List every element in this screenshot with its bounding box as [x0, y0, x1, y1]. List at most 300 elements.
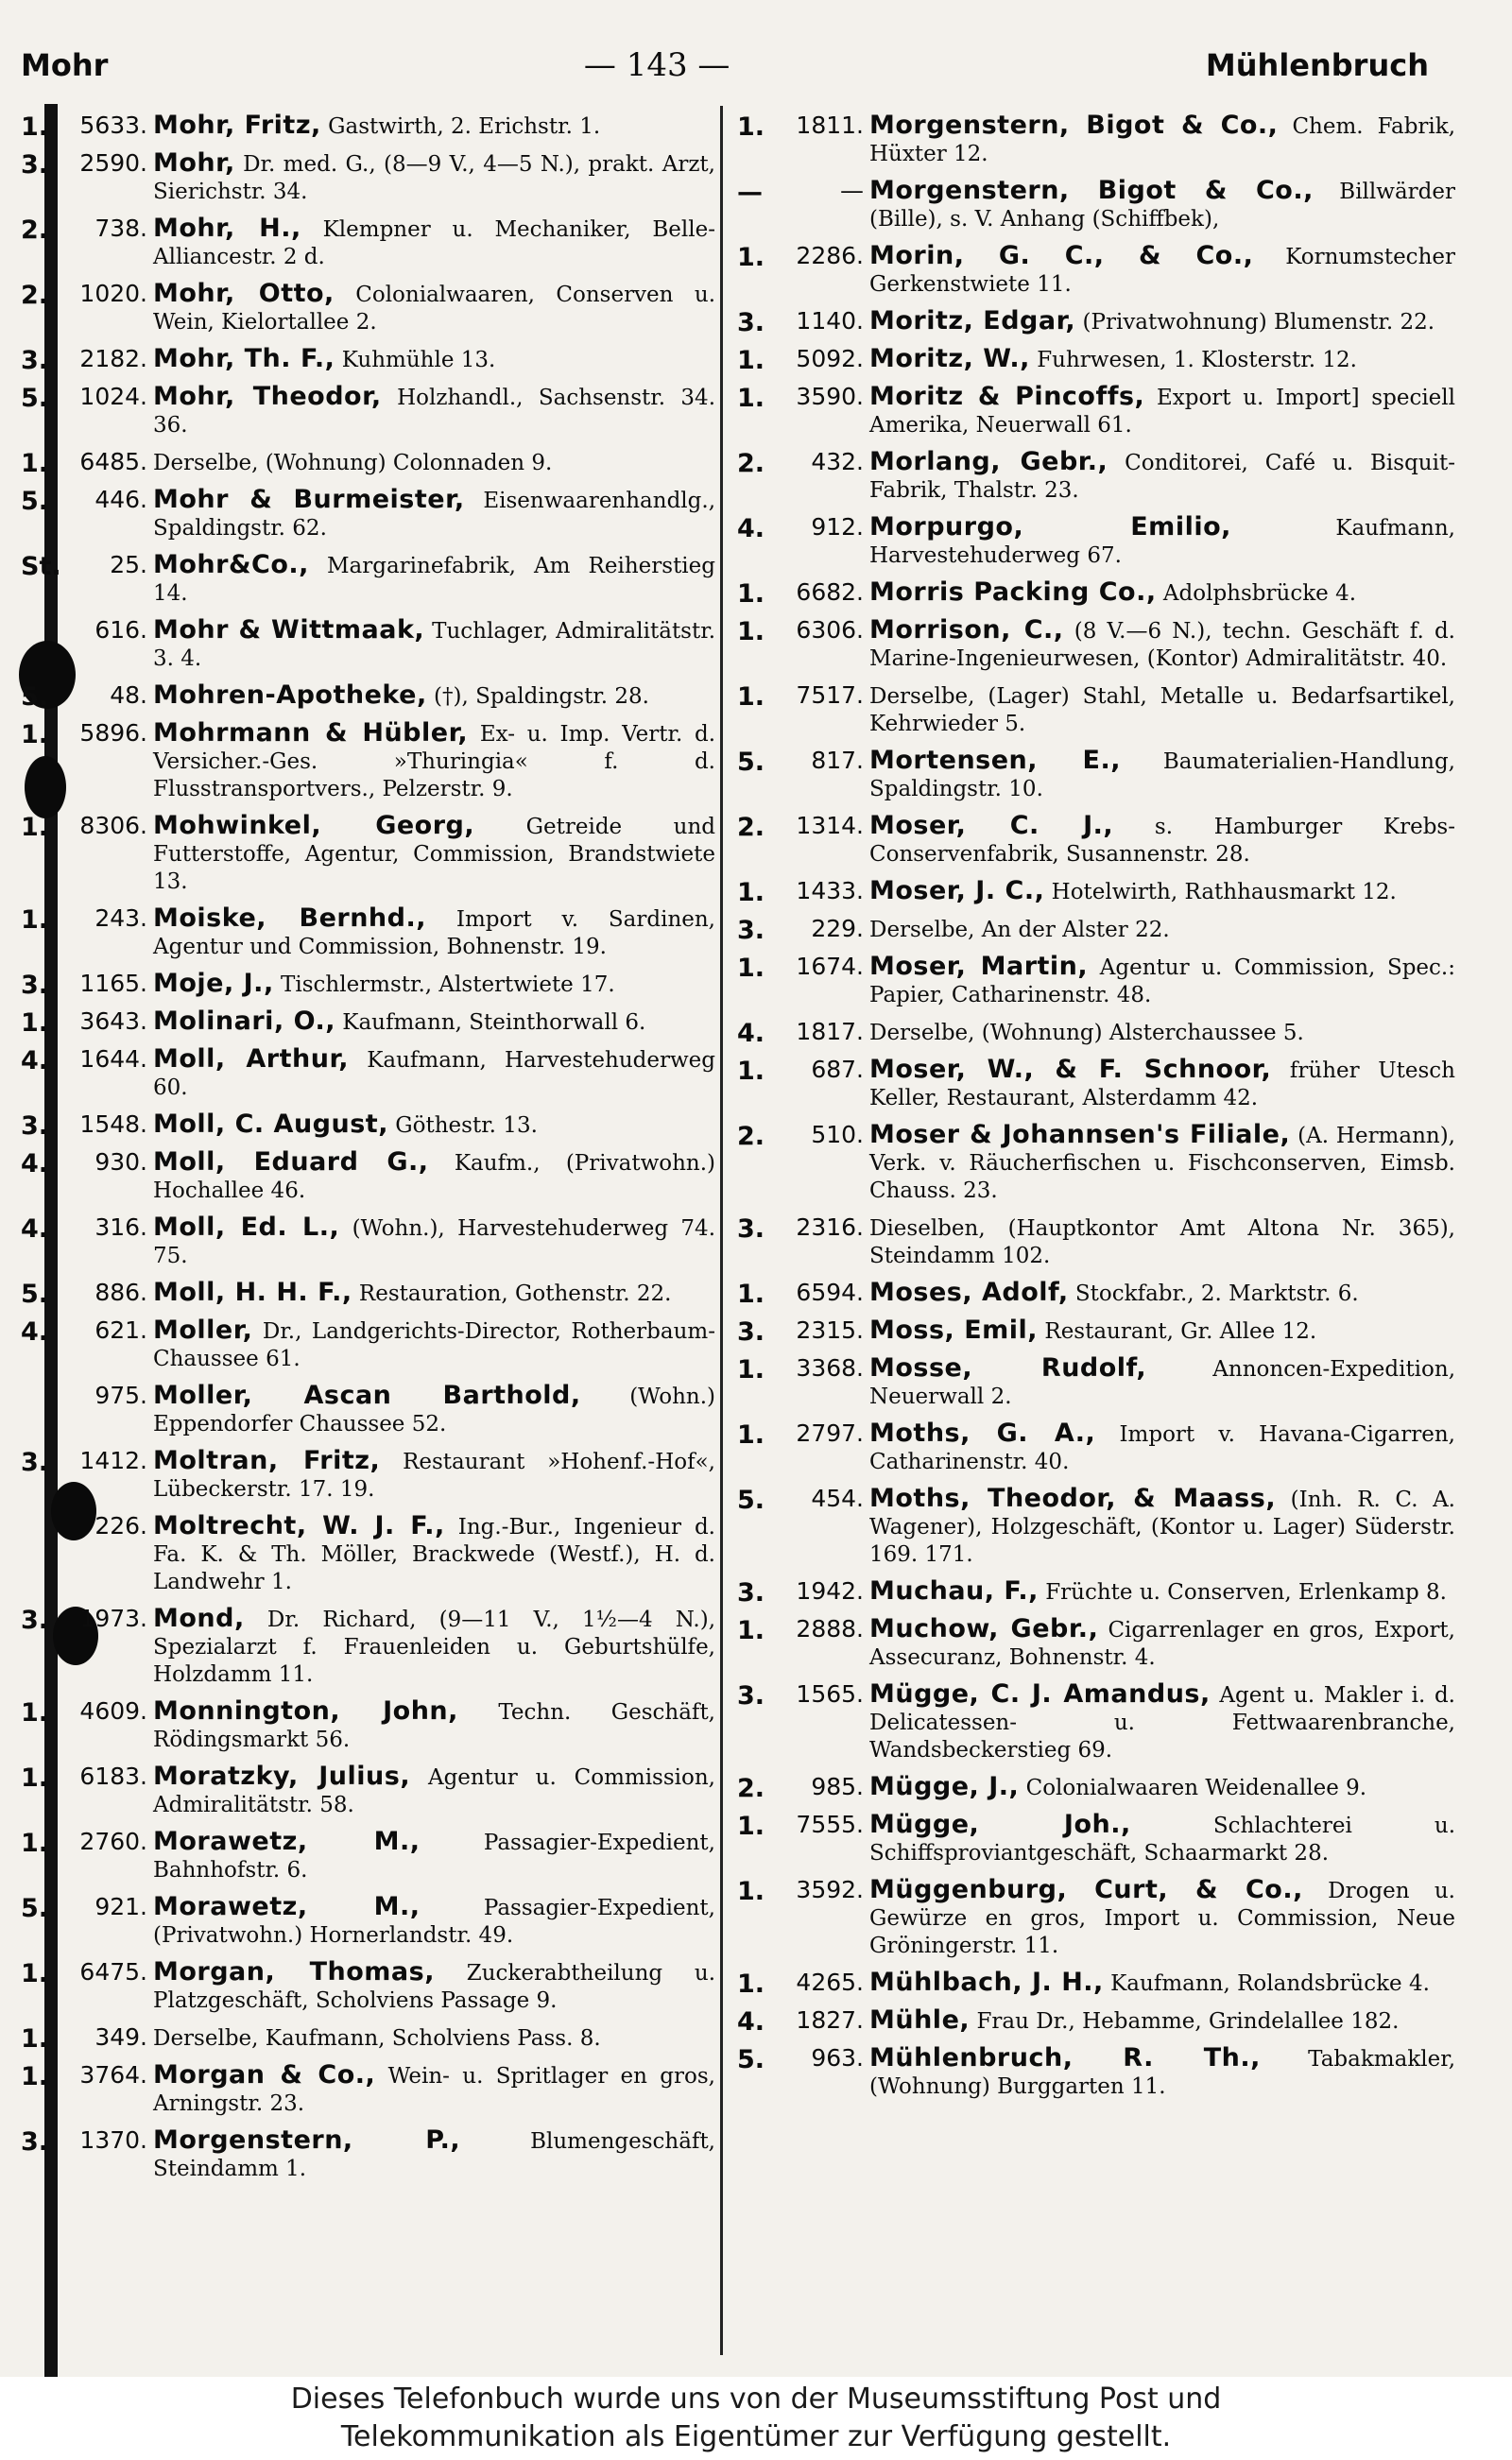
- entry-name: Mohr, Theodor,: [153, 382, 382, 411]
- directory-entry: [21, 280, 715, 336]
- entry-phone-number: 921.: [94, 1893, 147, 1920]
- directory-entry: [21, 1382, 715, 1438]
- entry-phone-number: 1827.: [796, 2006, 864, 2034]
- directory-entry: [737, 877, 1455, 906]
- entry-class: 4.: [737, 2007, 765, 2037]
- directory-entry: [21, 2061, 715, 2118]
- entry-class: 1.: [737, 954, 765, 983]
- entry-name: Muchau, F.,: [869, 1576, 1039, 1606]
- entry-phone-number: 1548.: [79, 1110, 147, 1138]
- entry-class: 3.: [737, 916, 765, 945]
- entry-phone-number: 510.: [811, 1121, 864, 1148]
- entry-phone-number: 2888.: [796, 1615, 864, 1643]
- directory-entry: [737, 1056, 1455, 1112]
- footer-line-1: Dieses Telefonbuch wurde uns von der Museumsstiftung Post und: [290, 2383, 1222, 2416]
- entry-class: 3.: [737, 1317, 765, 1347]
- entry-detail: Klempner u. Mechaniker, Belle-Alliancestr. 2 d.: [153, 217, 715, 269]
- entry-class: 1.: [737, 579, 765, 609]
- entry-class: 5.: [21, 1280, 49, 1309]
- directory-entry: [21, 1697, 715, 1754]
- directory-entry: [737, 112, 1455, 168]
- entry-phone-number: 1674.: [796, 953, 864, 980]
- entry-name: Mohr & Wittmaak,: [153, 615, 425, 645]
- directory-entry: [737, 747, 1455, 803]
- entry-detail: Kaufm., (Privatwohn.) Hochallee 46.: [153, 1151, 716, 1203]
- entry-class: 1.: [737, 243, 765, 272]
- entry-phone-number: 2315.: [796, 1316, 864, 1344]
- entry-class: St.: [21, 552, 61, 581]
- entry-class: 5.: [737, 1486, 765, 1515]
- entry-name: Moritz, W.,: [869, 344, 1030, 373]
- entry-class: 3.: [21, 2127, 49, 2157]
- directory-entry: [21, 1148, 715, 1205]
- column-divider: [720, 106, 723, 2355]
- entry-class: 5.: [737, 2045, 765, 2074]
- entry-name: Moll, C. August,: [153, 1110, 388, 1139]
- entry-class: 2.: [737, 1122, 765, 1151]
- entry-name: Moses, Adolf,: [869, 1278, 1069, 1307]
- header-right-keyword: Mühlenbruch: [1205, 47, 1429, 83]
- directory-entry: [737, 1121, 1455, 1205]
- directory-entry: [737, 1577, 1455, 1607]
- entry-detail: Billwärder (Bille), s. V. Anhang (Schiffbek),: [869, 180, 1455, 232]
- entry-detail: Export u. Import] speciell Amerika, Neuerwall 61.: [869, 386, 1456, 438]
- entry-phone-number: 2286.: [796, 242, 864, 269]
- directory-entry: [21, 681, 715, 711]
- entry-detail: Adolphsbrücke 4.: [1162, 581, 1357, 606]
- entry-name: Mügge, J.,: [869, 1772, 1020, 1801]
- directory-entry: [737, 812, 1455, 869]
- entry-phone-number: 5896.: [79, 719, 147, 747]
- entry-phone-number: 6475.: [79, 1958, 147, 1986]
- entry-class: 1.: [737, 112, 765, 142]
- entry-detail: Drogen u. Gewürze en gros, Import u. Commission, Neue Gröningerstr. 11.: [869, 1879, 1455, 1958]
- directory-entry: [737, 1354, 1455, 1411]
- entry-name: Mortensen, E.,: [869, 746, 1121, 775]
- entry-phone-number: 349.: [94, 2023, 147, 2051]
- entry-detail: Derselbe, (Wohnung) Alsterchaussee 5.: [869, 1021, 1304, 1045]
- header-left-keyword: Mohr: [21, 47, 109, 83]
- entry-class: 1.: [737, 1970, 765, 1999]
- directory-entry: [737, 2006, 1455, 2036]
- entry-class: 3.: [21, 1606, 49, 1635]
- entry-name: Müggenburg, Curt, & Co.,: [869, 1875, 1303, 1904]
- entry-class: 2.: [21, 215, 49, 245]
- entry-phone-number: 930.: [94, 1148, 147, 1176]
- entry-class: 5.: [737, 748, 765, 777]
- entry-name: Mohr, Fritz,: [153, 111, 321, 140]
- page-number: — 143 —: [583, 46, 730, 84]
- directory-entry: [737, 1419, 1455, 1476]
- directory-entry: [21, 1447, 715, 1504]
- entry-class: 5.: [21, 384, 49, 413]
- entry-detail: Tuchlager, Admiralitätstr. 3. 4.: [153, 619, 716, 671]
- entry-name: Monnington, John,: [153, 1696, 458, 1726]
- entry-phone-number: 6594.: [796, 1279, 864, 1306]
- entry-phone-number: 4609.: [79, 1697, 147, 1725]
- entry-name: Mohren-Apotheke,: [153, 680, 427, 710]
- entry-class: 3.: [21, 1448, 49, 1477]
- entry-name: Morgenstern, Bigot & Co.,: [869, 111, 1279, 140]
- entry-class: 1.: [737, 346, 765, 375]
- directory-entry: [737, 616, 1455, 673]
- entry-class: 1.: [21, 720, 49, 749]
- entry-name: Moiske, Bernhd.,: [153, 903, 426, 933]
- entry-phone-number: 3368.: [796, 1354, 864, 1382]
- entry-class: 1.: [737, 878, 765, 907]
- entry-class: 2.: [737, 1774, 765, 1803]
- entry-phone-number: 4265.: [796, 1969, 864, 1996]
- entry-class: 4.: [21, 1046, 49, 1075]
- directory-entry: [21, 1893, 715, 1950]
- entry-class: 4.: [21, 1214, 49, 1244]
- entry-name: Mühlbach, J. H.,: [869, 1968, 1104, 1997]
- directory-entry: [21, 1279, 715, 1308]
- directory-entry: [21, 1213, 715, 1270]
- entry-class: 5.: [21, 1894, 49, 1923]
- entry-phone-number: 432.: [811, 448, 864, 475]
- right-column: [737, 112, 1455, 2109]
- entry-class: 1.: [21, 1698, 49, 1728]
- directory-entry: [21, 448, 715, 477]
- entry-phone-number: 2797.: [796, 1419, 864, 1447]
- entry-phone-number: 616.: [94, 616, 147, 644]
- directory-entry: [737, 345, 1455, 374]
- entry-phone-number: 1165.: [79, 970, 147, 997]
- entry-name: Muchow, Gebr.,: [869, 1614, 1099, 1643]
- directory-entry: [21, 616, 715, 673]
- left-column: [21, 112, 715, 2192]
- entry-phone-number: 1811.: [796, 112, 864, 139]
- directory-entry: [21, 345, 715, 374]
- entry-name: Mohr, H.,: [153, 214, 301, 243]
- directory-entry: [21, 2126, 715, 2183]
- entry-detail: Kornumstecher Gerkenstwiete 11.: [869, 245, 1455, 297]
- entry-phone-number: 975.: [94, 1382, 147, 1409]
- entry-name: Morris Packing Co.,: [869, 577, 1157, 607]
- directory-entry: [737, 242, 1455, 299]
- entry-phone-number: 2590.: [79, 149, 147, 177]
- entry-phone-number: 886.: [94, 1279, 147, 1306]
- entry-phone-number: 963.: [811, 2044, 864, 2072]
- directory-entry: [737, 578, 1455, 608]
- entry-name: Mügge, C. J. Amandus,: [869, 1679, 1211, 1709]
- entry-phone-number: 1314.: [796, 812, 864, 839]
- entry-name: Morlang, Gebr.,: [869, 447, 1108, 476]
- entry-detail: Passagier-Expedient, (Privatwohn.) Hornerlandstr. 49.: [153, 1896, 715, 1948]
- directory-entry: [21, 1045, 715, 1102]
- directory-entry: [21, 1763, 715, 1819]
- entry-phone-number: 2760.: [79, 1828, 147, 1855]
- entry-name: Morawetz, M.,: [153, 1827, 421, 1856]
- directory-entry: [21, 112, 715, 141]
- entry-phone-number: 229.: [811, 915, 864, 942]
- directory-entry: [21, 1605, 715, 1689]
- entry-detail: Kaufmann, Rolandsbrücke 4.: [1110, 1971, 1430, 1996]
- entry-class: 3.: [737, 308, 765, 337]
- entry-name: Moths, Theodor, & Maass,: [869, 1484, 1277, 1513]
- entry-name: Mohr, Otto,: [153, 279, 335, 308]
- entry-detail: Dr., Landgerichts-Director, Rotherbaum-Chaussee 61.: [153, 1319, 715, 1371]
- directory-entry: [21, 719, 715, 803]
- entry-class: 1.: [21, 2062, 49, 2091]
- directory-entry: [21, 215, 715, 271]
- entry-class: 3.: [21, 346, 49, 375]
- entry-phone-number: 6682.: [796, 578, 864, 606]
- entry-name: Moller,: [153, 1316, 253, 1345]
- entry-class: 5.: [21, 682, 49, 712]
- directory-entry: [737, 307, 1455, 336]
- directory-entry: [21, 1512, 715, 1596]
- directory-entry: [737, 1773, 1455, 1802]
- entry-detail: (Wohn.), Harvestehuderweg 74. 75.: [153, 1216, 715, 1268]
- directory-entry: [21, 1958, 715, 2015]
- entry-phone-number: 1433.: [796, 877, 864, 904]
- entry-class: 4.: [737, 1019, 765, 1048]
- entry-name: Morawetz, M.,: [153, 1892, 421, 1921]
- entry-class: 2.: [21, 281, 49, 310]
- entry-phone-number: 985.: [811, 1773, 864, 1800]
- entry-name: Mügge, Joh.,: [869, 1810, 1131, 1839]
- entry-phone-number: 3590.: [796, 383, 864, 410]
- directory-entry: [21, 2023, 715, 2053]
- directory-entry: [737, 383, 1455, 439]
- entry-detail: Getreide und Futterstoffe, Agentur, Commission, Brandstwiete 13.: [153, 815, 715, 894]
- entry-detail: Restaurant, Gr. Allee 12.: [1044, 1319, 1317, 1344]
- entry-class: —: [737, 178, 763, 207]
- entry-phone-number: 6485.: [79, 448, 147, 475]
- entry-detail: Zuckerabtheilung u. Platzgeschäft, Scholviens Passage 9.: [153, 1961, 716, 2013]
- entry-name: Mohr, Th. F.,: [153, 344, 335, 373]
- entry-detail: Dr. med. G., (8—9 V., 4—5 N.), prakt. Arzt, Sierichstr. 34.: [153, 152, 715, 204]
- entry-detail: Agentur u. Commission, Admiralitätstr. 58.: [153, 1765, 715, 1817]
- entry-class: 1.: [21, 449, 49, 478]
- entry-detail: (Privatwohnung) Blumenstr. 22.: [1082, 310, 1435, 335]
- entry-name: Morin, G. C., & Co.,: [869, 241, 1254, 270]
- directory-entry: [737, 2044, 1455, 2101]
- footer-notice: [0, 2377, 1512, 2460]
- entry-phone-number: 316.: [94, 1213, 147, 1241]
- entry-name: Moll, Arthur,: [153, 1044, 350, 1074]
- entry-detail: Schlachterei u. Schiffsproviantgeschäft, Schaarmarkt 28.: [869, 1814, 1456, 1866]
- entry-class: 2.: [737, 449, 765, 478]
- entry-detail: Conditorei, Café u. Bisquit-Fabrik, Thalstr. 23.: [869, 451, 1455, 503]
- entry-phone-number: 226.: [94, 1512, 147, 1540]
- entry-class: 1.: [21, 1829, 49, 1858]
- entry-detail: Derselbe, Kaufmann, Scholviens Pass. 8.: [153, 2026, 601, 2051]
- footer-line-2: Telekommunikation als Eigentümer zur Verfügung gestellt.: [340, 2420, 1172, 2453]
- entry-detail: Blumengeschäft, Steindamm 1.: [153, 2129, 715, 2181]
- entry-detail: Tabakmakler, (Wohnung) Burggarten 11.: [869, 2047, 1456, 2099]
- entry-detail: Cigarrenlager en gros, Export, Assecuranz, Bohnenstr. 4.: [869, 1618, 1455, 1670]
- entry-name: Morgenstern, Bigot & Co.,: [869, 176, 1314, 205]
- entry-name: Morpurgo, Emilio,: [869, 512, 1231, 542]
- entry-name: Moritz & Pincoffs,: [869, 382, 1145, 411]
- entry-detail: s. Hamburger Krebs-Conservenfabrik, Susannenstr. 28.: [869, 815, 1455, 867]
- entry-class: 1.: [737, 1355, 765, 1385]
- directory-entry: [21, 1110, 715, 1140]
- entry-detail: Frau Dr., Hebamme, Grindelallee 182.: [976, 2009, 1400, 2034]
- entry-name: Mohrmann & Hübler,: [153, 718, 469, 748]
- directory-entry: [737, 1018, 1455, 1047]
- entry-phone-number: 3764.: [79, 2061, 147, 2089]
- entry-detail: Import v. Sardinen, Agentur und Commission, Bohnenstr. 19.: [153, 907, 715, 959]
- entry-class: 1.: [737, 1280, 765, 1309]
- entry-class: 3.: [21, 1111, 49, 1141]
- entry-class: 1.: [21, 1959, 49, 1988]
- entry-detail: Annoncen-Expedition, Neuerwall 2.: [869, 1357, 1456, 1409]
- directory-entry: [737, 915, 1455, 944]
- entry-detail: Agentur u. Commission, Spec.: Papier, Catharinenstr. 48.: [869, 955, 1455, 1007]
- entry-phone-number: 454.: [811, 1485, 864, 1512]
- directory-entry: [737, 1876, 1455, 1960]
- directory-entry: [737, 953, 1455, 1009]
- entry-phone-number: 912.: [811, 513, 864, 541]
- entry-class: 1.: [737, 1420, 765, 1450]
- entry-class: 1.: [21, 813, 49, 842]
- entry-detail: Baumaterialien-Handlung, Spaldingstr. 10.: [869, 749, 1455, 801]
- entry-name: Morgan, Thomas,: [153, 1957, 435, 1987]
- directory-entry: [21, 1316, 715, 1373]
- directory-entry: [737, 1279, 1455, 1308]
- entry-name: Morgenstern, P.,: [153, 2125, 461, 2155]
- entry-name: Moll, Eduard G.,: [153, 1147, 429, 1177]
- entry-detail: Restaurant »Hohenf.-Hof«, Lübeckerstr. 17. 19.: [153, 1450, 715, 1502]
- entry-detail: Margarinefabrik, Am Reiherstieg 14.: [153, 554, 715, 606]
- entry-detail: Holzhandl., Sachsenstr. 34. 36.: [153, 386, 716, 438]
- entry-name: Mühle,: [869, 2005, 971, 2035]
- directory-entry: [21, 1007, 715, 1037]
- entry-phone-number: 6183.: [79, 1763, 147, 1790]
- entry-class: 1.: [21, 1763, 49, 1793]
- entry-class: 3.: [737, 1578, 765, 1608]
- entry-detail: Stockfabr., 2. Marktstr. 6.: [1074, 1282, 1359, 1306]
- entry-detail: Passagier-Expedient, Bahnhofstr. 6.: [153, 1831, 715, 1883]
- entry-name: Moser & Johannsen's Filiale,: [869, 1120, 1291, 1149]
- directory-entry: [21, 812, 715, 896]
- entry-phone-number: 1370.: [79, 2126, 147, 2154]
- entry-phone-number: 48.: [110, 681, 147, 709]
- entry-detail: Kaufmann, Harvestehuderweg 67.: [869, 516, 1455, 568]
- directory-entry: [737, 177, 1455, 233]
- directory-entry: [737, 1680, 1455, 1764]
- entry-name: Morrison, C.,: [869, 615, 1064, 645]
- entry-name: Morgan & Co.,: [153, 2060, 376, 2090]
- directory-entry: [737, 1213, 1455, 1270]
- entry-phone-number: 7555.: [796, 1811, 864, 1838]
- entry-name: Moll, Ed. L.,: [153, 1213, 340, 1242]
- entry-detail: Import v. Havana-Cigarren, Catharinenstr. 40.: [869, 1422, 1455, 1474]
- entry-name: Molinari, O.,: [153, 1006, 335, 1036]
- entry-phone-number: 621.: [94, 1316, 147, 1344]
- entry-detail: Dr. Richard, (9—11 V., 1½—4 N.), Spezialarzt f. Frauenleiden u. Geburtshülfe, Holzdamm 11.: [153, 1608, 716, 1687]
- entry-name: Mühlenbruch, R. Th.,: [869, 2043, 1261, 2073]
- entry-phone-number: 1020.: [79, 280, 147, 307]
- entry-name: Moltran, Fritz,: [153, 1446, 381, 1475]
- entry-name: Moser, Martin,: [869, 952, 1089, 981]
- page-header: [21, 42, 1429, 89]
- entry-name: Moller, Ascan Barthold,: [153, 1381, 581, 1410]
- entry-class: 1.: [737, 1812, 765, 1841]
- entry-detail: Agent u. Makler i. d. Delicatessen- u. Fettwaarenbranche, Wandsbeckerstieg 69.: [869, 1683, 1455, 1763]
- entry-name: Mohr & Burmeister,: [153, 485, 465, 514]
- entry-name: Moje, J.,: [153, 969, 274, 998]
- entry-name: Moltrecht, W. J. F.,: [153, 1511, 445, 1540]
- entry-class: 1.: [737, 682, 765, 712]
- entry-detail: Tischlermstr., Alstertwiete 17.: [281, 972, 615, 997]
- entry-detail: Techn. Geschäft, Rödingsmarkt 56.: [153, 1700, 715, 1752]
- entry-phone-number: 25.: [110, 551, 147, 578]
- entry-detail: Eisenwaarenhandlg., Spaldingstr. 62.: [153, 489, 716, 541]
- directory-entry: [737, 448, 1455, 505]
- entry-phone-number: 6306.: [796, 616, 864, 644]
- entry-name: Moths, G. A.,: [869, 1419, 1096, 1448]
- entry-detail: Wein- u. Spritlager en gros, Arningstr. 23.: [153, 2064, 715, 2116]
- directory-entry: [737, 1615, 1455, 1672]
- entry-detail: Hotelwirth, Rathhausmarkt 12.: [1051, 880, 1397, 904]
- directory-entry: [21, 1828, 715, 1884]
- entry-name: Moser, W., & F. Schnoor,: [869, 1055, 1272, 1084]
- entry-detail: Gastwirth, 2. Erichstr. 1.: [328, 114, 601, 139]
- entry-phone-number: 5633.: [79, 112, 147, 139]
- entry-detail: Derselbe, An der Alster 22.: [869, 918, 1170, 942]
- entry-detail: Colonialwaaren Weidenallee 9.: [1025, 1776, 1367, 1800]
- entry-name: Moser, C. J.,: [869, 811, 1114, 840]
- entry-phone-number: 8306.: [79, 812, 147, 839]
- entry-name: Moritz, Edgar,: [869, 306, 1076, 335]
- directory-entry: [21, 486, 715, 542]
- entry-name: Mohwinkel, Georg,: [153, 811, 475, 840]
- entry-detail: Derselbe, (Wohnung) Colonnaden 9.: [153, 451, 553, 475]
- entry-phone-number: 738.: [94, 215, 147, 242]
- entry-phone-number: 817.: [811, 747, 864, 774]
- entry-detail: Restauration, Gothenstr. 22.: [358, 1282, 672, 1306]
- directory-entry: [21, 904, 715, 961]
- entry-detail: Kaufmann, Harvestehuderweg 60.: [153, 1048, 715, 1100]
- entry-phone-number: 1817.: [796, 1018, 864, 1045]
- entry-class: 1.: [737, 384, 765, 413]
- entry-detail: Kaufmann, Steinthorwall 6.: [342, 1010, 646, 1035]
- entry-class: 1.: [21, 2024, 49, 2054]
- entry-class: 3.: [21, 971, 49, 1000]
- entry-name: Mohr,: [153, 148, 235, 178]
- entry-phone-number: 3592.: [796, 1876, 864, 1903]
- entry-class: 1.: [737, 1057, 765, 1086]
- entry-detail: Früchte u. Conserven, Erlenkamp 8.: [1045, 1580, 1447, 1605]
- entry-phone-number: 2316.: [796, 1213, 864, 1241]
- directory-entry: [737, 1811, 1455, 1867]
- entry-phone-number: 5092.: [796, 345, 864, 372]
- directory-entry: [21, 551, 715, 608]
- entry-class: 1.: [737, 1616, 765, 1645]
- directory-entry: [737, 1485, 1455, 1569]
- entry-phone-number: 1140.: [796, 307, 864, 335]
- entry-phone-number: —: [840, 177, 864, 204]
- entry-detail: Colonialwaaren, Conserven u. Wein, Kielortallee 2.: [153, 283, 716, 335]
- entry-name: Moll, H. H. F.,: [153, 1278, 352, 1307]
- entry-phone-number: 1973.: [79, 1605, 147, 1632]
- entry-detail: (A. Hermann), Verk. v. Räucherfischen u. Fischconserven, Eimsb. Chauss. 23.: [869, 1124, 1455, 1203]
- entry-detail: Dieselben, (Hauptkontor Amt Altona Nr. 365), Steindamm 102.: [869, 1216, 1455, 1268]
- entry-phone-number: 1024.: [79, 383, 147, 410]
- entry-phone-number: 446.: [94, 486, 147, 513]
- entry-class: 4.: [21, 1317, 49, 1347]
- entry-class: 1.: [21, 1008, 49, 1038]
- entry-detail: (Inh. R. C. A. Wagener), Holzgeschäft, (Kontor u. Lager) Süderstr. 169. 171.: [869, 1488, 1455, 1567]
- entry-detail: (Wohn.) Eppendorfer Chaussee 52.: [153, 1385, 716, 1436]
- directory-entry: [737, 681, 1455, 738]
- entry-phone-number: 2182.: [79, 345, 147, 372]
